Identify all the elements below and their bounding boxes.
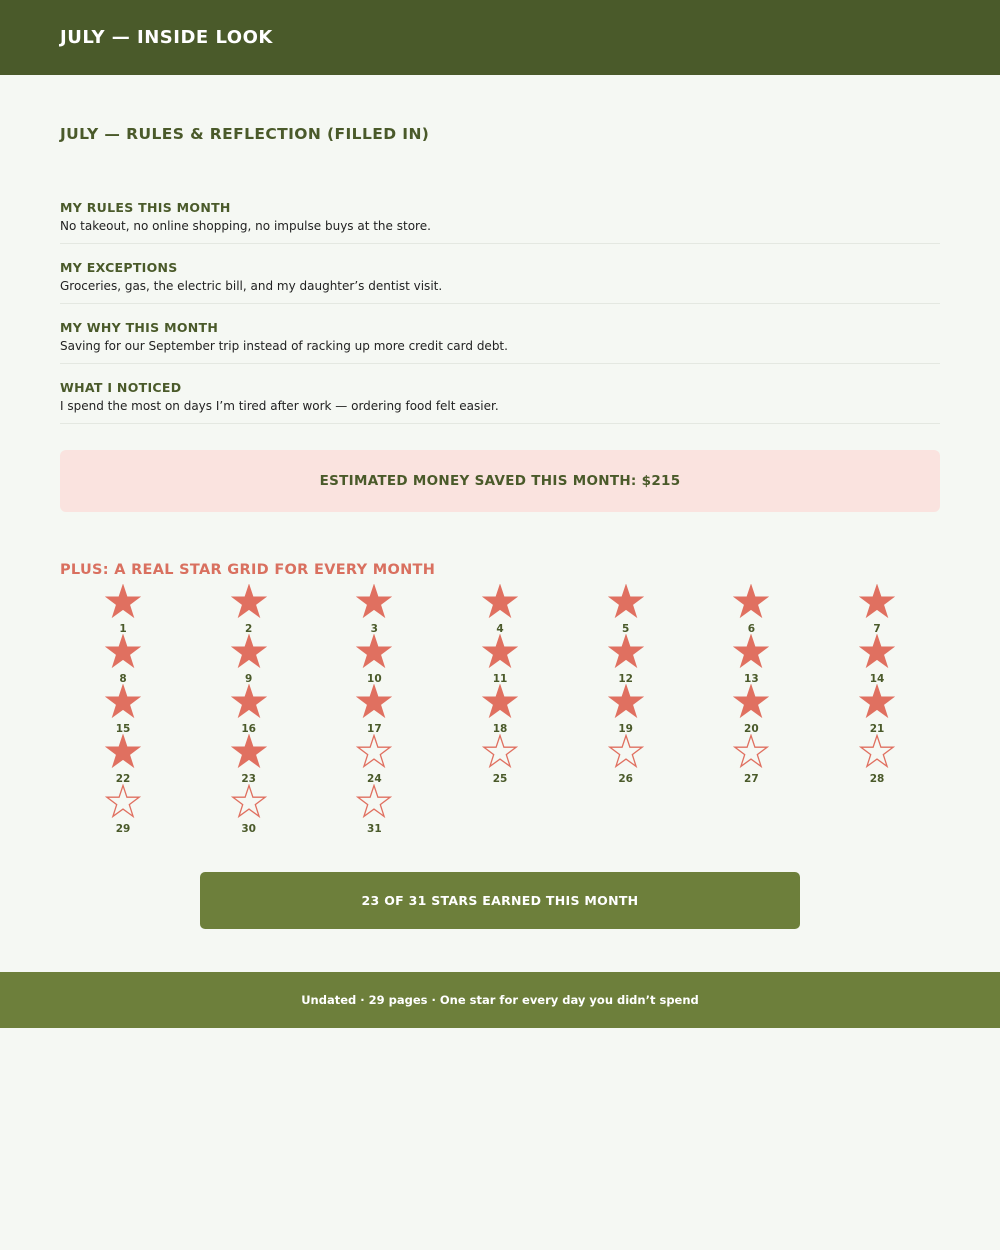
star-day-number: 18 <box>492 723 508 735</box>
filled-star-icon <box>482 684 518 720</box>
filled-star-icon <box>608 584 644 620</box>
star-day-26[interactable] <box>596 734 656 784</box>
star-day-number: 5 <box>622 623 630 635</box>
filled-star-icon <box>859 684 895 720</box>
star-day-number: 1 <box>119 623 127 635</box>
savings-text: ESTIMATED MONEY SAVED THIS MONTH: $215 <box>319 473 681 489</box>
star-day-8[interactable] <box>93 634 153 684</box>
section-title: JULY — RULES & REFLECTION (FILLED IN) <box>60 125 430 143</box>
star-day-number: 29 <box>115 823 131 835</box>
savings-box <box>60 450 940 512</box>
star-day-number: 7 <box>873 623 881 635</box>
star-day-number: 26 <box>618 773 633 785</box>
star-day-10[interactable] <box>344 634 404 684</box>
star-day-number: 12 <box>618 673 633 685</box>
entry-label: MY RULES THIS MONTH <box>60 200 231 215</box>
star-day-7[interactable] <box>847 584 907 634</box>
star-day-14[interactable] <box>847 634 907 684</box>
star-day-number: 10 <box>367 673 382 685</box>
filled-star-icon <box>105 584 141 620</box>
entry-exceptions <box>60 260 940 304</box>
empty-star-icon <box>733 734 769 770</box>
star-day-number: 17 <box>367 723 382 735</box>
star-day-number: 28 <box>869 773 885 785</box>
page-header-title: JULY — INSIDE LOOK <box>60 27 273 48</box>
star-day-4[interactable] <box>470 584 530 634</box>
entry-rules <box>60 200 940 244</box>
star-day-31[interactable] <box>344 784 404 834</box>
filled-star-icon <box>482 584 518 620</box>
entry-label: WHAT I NOTICED <box>60 380 182 395</box>
star-day-number: 25 <box>492 773 508 785</box>
star-day-number: 20 <box>744 723 759 735</box>
star-day-9[interactable] <box>219 634 279 684</box>
filled-star-icon <box>733 584 769 620</box>
stars-earned-button[interactable] <box>200 872 800 929</box>
filled-star-icon <box>105 734 141 770</box>
star-day-number: 6 <box>747 623 755 635</box>
star-day-1[interactable] <box>93 584 153 634</box>
empty-star-icon <box>859 734 895 770</box>
filled-star-icon <box>733 684 769 720</box>
star-day-number: 8 <box>119 673 127 685</box>
star-day-30[interactable] <box>219 784 279 834</box>
entry-label: MY EXCEPTIONS <box>60 260 178 275</box>
star-day-15[interactable] <box>93 684 153 734</box>
star-day-5[interactable] <box>596 584 656 634</box>
empty-star-icon <box>356 734 392 770</box>
empty-star-icon <box>356 784 392 820</box>
filled-star-icon <box>231 584 267 620</box>
empty-star-icon <box>231 784 267 820</box>
star-day-number: 30 <box>241 823 256 835</box>
star-day-28[interactable] <box>847 734 907 784</box>
star-day-13[interactable] <box>721 634 781 684</box>
filled-star-icon <box>231 684 267 720</box>
top-bar <box>0 0 1000 75</box>
filled-star-icon <box>105 634 141 670</box>
filled-star-icon <box>356 684 392 720</box>
filled-star-icon <box>608 684 644 720</box>
star-day-number: 11 <box>492 673 508 685</box>
star-day-number: 21 <box>869 723 885 735</box>
entry-text: No takeout, no online shopping, no impulse buys at the store. <box>60 219 431 233</box>
star-day-19[interactable] <box>596 684 656 734</box>
filled-star-icon <box>733 634 769 670</box>
star-day-18[interactable] <box>470 684 530 734</box>
star-day-number: 23 <box>241 773 256 785</box>
star-day-number: 4 <box>496 623 504 635</box>
entry-text: Saving for our September trip instead of racking up more credit card debt. <box>60 339 508 353</box>
star-grid-title: PLUS: A REAL STAR GRID FOR EVERY MONTH <box>60 562 436 578</box>
filled-star-icon <box>356 584 392 620</box>
star-day-25[interactable] <box>470 734 530 784</box>
star-day-12[interactable] <box>596 634 656 684</box>
star-day-22[interactable] <box>93 734 153 784</box>
star-day-21[interactable] <box>847 684 907 734</box>
star-day-number: 19 <box>618 723 633 735</box>
star-day-number: 22 <box>115 773 131 785</box>
star-day-27[interactable] <box>721 734 781 784</box>
star-day-number: 31 <box>367 823 382 835</box>
filled-star-icon <box>859 634 895 670</box>
filled-star-icon <box>356 634 392 670</box>
filled-star-icon <box>482 634 518 670</box>
empty-star-icon <box>608 734 644 770</box>
star-day-number: 24 <box>367 773 382 785</box>
filled-star-icon <box>231 734 267 770</box>
empty-star-icon <box>105 784 141 820</box>
footer-text: Undated · 29 pages · One star for every day you didn’t spend <box>301 993 699 1007</box>
star-day-number: 2 <box>245 623 253 635</box>
entry-label: MY WHY THIS MONTH <box>60 320 219 335</box>
star-day-number: 9 <box>245 673 253 685</box>
stars-earned-label: 23 OF 31 STARS EARNED THIS MONTH <box>361 893 639 908</box>
star-day-16[interactable] <box>219 684 279 734</box>
star-day-17[interactable] <box>344 684 404 734</box>
star-day-6[interactable] <box>721 584 781 634</box>
star-day-number: 27 <box>744 773 759 785</box>
star-day-2[interactable] <box>219 584 279 634</box>
star-day-24[interactable] <box>344 734 404 784</box>
footer <box>0 972 1000 1028</box>
star-day-number: 13 <box>744 673 759 685</box>
filled-star-icon <box>608 634 644 670</box>
star-day-29[interactable] <box>93 784 153 834</box>
star-day-number: 16 <box>241 723 256 735</box>
entry-text: Groceries, gas, the electric bill, and my daughter’s dentist visit. <box>60 279 443 293</box>
filled-star-icon <box>105 684 141 720</box>
entry-why <box>60 320 940 364</box>
star-day-number: 14 <box>869 673 885 685</box>
entry-text: I spend the most on days I’m tired after work — ordering food felt easier. <box>60 399 499 413</box>
empty-star-icon <box>482 734 518 770</box>
filled-star-icon <box>859 584 895 620</box>
star-day-number: 3 <box>370 623 378 635</box>
star-day-20[interactable] <box>721 684 781 734</box>
filled-star-icon <box>231 634 267 670</box>
star-day-3[interactable] <box>344 584 404 634</box>
entry-noticed <box>60 380 940 424</box>
star-day-23[interactable] <box>219 734 279 784</box>
star-day-11[interactable] <box>470 634 530 684</box>
star-day-number: 15 <box>115 723 131 735</box>
